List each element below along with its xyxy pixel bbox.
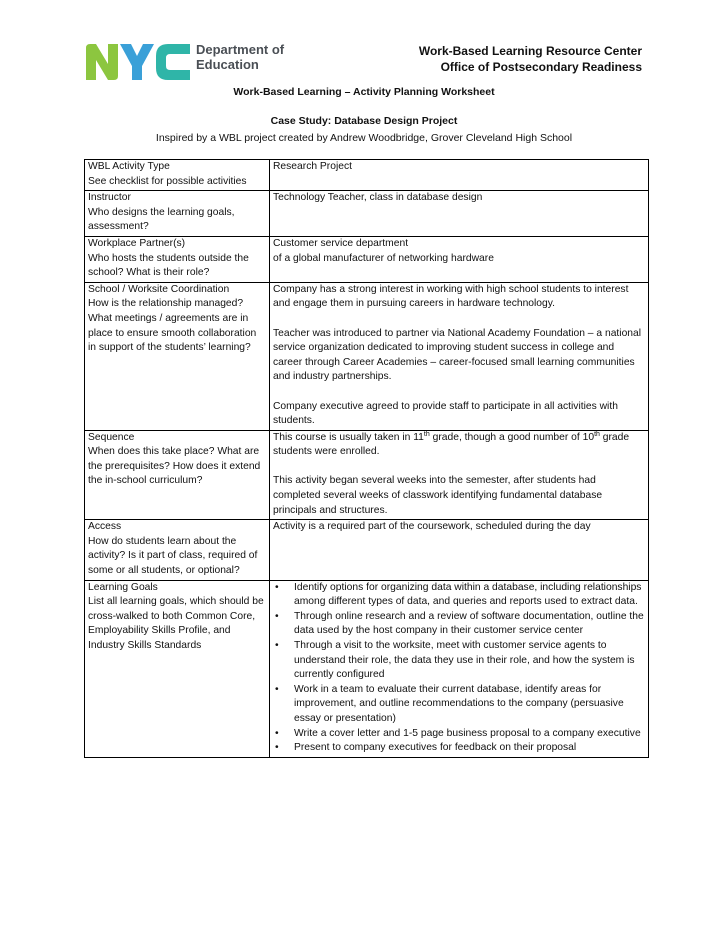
row-value: of a global manufacturer of networking hardware [273, 252, 494, 264]
bullet-icon: • [275, 610, 279, 622]
table-row [85, 236, 649, 282]
bullet-icon: • [275, 727, 279, 739]
worksheet-table [84, 159, 649, 758]
row-value-cell [270, 580, 649, 757]
resource-center-header [419, 43, 642, 75]
row-label-cell [85, 236, 270, 282]
worksheet-title: Work-Based Learning – Activity Planning Worksheet [233, 86, 495, 98]
row-hint: List all learning goals, which should be cross-walked to both Common Core, Employability Skills Profile, and Industry Skills Standards [88, 596, 264, 651]
table-row [85, 580, 649, 757]
row-value: Activity is a required part of the coursework, scheduled during the day [273, 521, 591, 533]
row-label: Access [88, 521, 122, 533]
bullet-icon: • [275, 683, 279, 695]
list-item: • Write a cover letter and 1-5 page business proposal to a company executive [273, 727, 644, 742]
table-row [85, 191, 649, 237]
logo-line-1: Department of [196, 42, 285, 57]
row-label-cell [85, 520, 270, 580]
row-paragraph: This course is usually taken in 11th grade, though a good number of 10th grade students were enrolled. [273, 430, 630, 458]
row-value-cell [270, 282, 649, 430]
row-value-cell [270, 520, 649, 580]
row-hint: How do students learn about the activity? Is it part of class, required of some or all students, or optional? [88, 535, 258, 577]
inspired-by-line: Inspired by a WBL project created by Andrew Woodbridge, Grover Cleveland High School [155, 132, 573, 144]
row-label-cell [85, 160, 270, 191]
row-label-cell [85, 580, 270, 757]
table-row [85, 520, 649, 580]
row-hint: Who designs the learning goals, assessment? [88, 206, 235, 233]
row-label: WBL Activity Type [88, 161, 170, 172]
row-hint: See checklist for possible activities [88, 175, 247, 187]
row-paragraph: Teacher was introduced to partner via National Academy Foundation – a national service organization dedicated to improving student success in college and career through Career Academies – career-focused small learning communities and industry partnerships. [273, 327, 642, 383]
row-paragraph: This activity began several weeks into the semester, after students had completed several weeks of classwork identifying fundamental database principals and structures. [273, 475, 603, 516]
case-study-title: Case Study: Database Design Project [270, 115, 458, 127]
row-hint: When does this take place? What are the prerequisites? How does it extend the in-school curriculum? [88, 446, 261, 487]
table-row [85, 282, 649, 430]
list-item: • Work in a team to evaluate their current database, identify areas for improvement, and outline recommendations to the company (persuasive essay or presentation) [275, 683, 624, 724]
resource-center-title: Work-Based Learning Resource Center [418, 44, 642, 58]
row-hint: Who hosts the students outside the school? What is their role? [88, 252, 249, 279]
bullet-icon: • [275, 640, 279, 651]
row-value: Customer service department [273, 237, 409, 249]
nyc-logo-icon [86, 42, 190, 82]
list-item: • Present to company executives for feedback on their proposal [273, 741, 644, 756]
row-label: School / Worksite Coordination [88, 283, 230, 295]
table-row [85, 160, 649, 191]
row-label-cell [85, 282, 270, 430]
logo-wordmark [196, 42, 284, 72]
list-item: • Through online research and a review of software documentation, outline the data used by the host company in their customer service center [275, 610, 644, 637]
bullet-icon: • [275, 742, 279, 754]
row-label: Sequence [88, 431, 135, 443]
row-label-cell [85, 191, 270, 237]
row-label: Instructor [88, 192, 131, 204]
list-item: • Identify options for organizing data within a database, including relationships among different types of data, and queries and reports used to extract data. [275, 581, 642, 608]
row-value-cell [270, 236, 649, 282]
row-paragraph: Company executive agreed to provide staff to participate in all activities with students. [273, 400, 618, 427]
row-value-cell [270, 430, 649, 520]
row-label: Learning Goals [88, 581, 158, 593]
learning-goals-list [273, 581, 644, 756]
row-value: Technology Teacher, class in database design [273, 192, 483, 204]
office-title: Office of Postsecondary Readiness [440, 60, 642, 74]
row-label: Workplace Partner(s) [88, 237, 186, 249]
row-label-cell [85, 430, 270, 520]
table-row [85, 430, 649, 520]
logo-line-2: Education [196, 57, 259, 72]
row-value-cell [270, 191, 649, 237]
list-item: • Through a visit to the worksite, meet with customer service agents to understand their role, the data they use in their role, and how the system is currently configured [275, 640, 635, 681]
row-value-cell [270, 160, 649, 191]
row-paragraph: Company has a strong interest in working with high school students to interest and engage them in pursuing careers in hardware technology. [273, 283, 629, 310]
row-value: Research Project [273, 161, 352, 172]
row-hint: How is the relationship managed? What meetings / agreements are in place to ensure smooth collaboration in support of the students’ learning? [88, 298, 257, 354]
bullet-icon: • [275, 581, 279, 593]
